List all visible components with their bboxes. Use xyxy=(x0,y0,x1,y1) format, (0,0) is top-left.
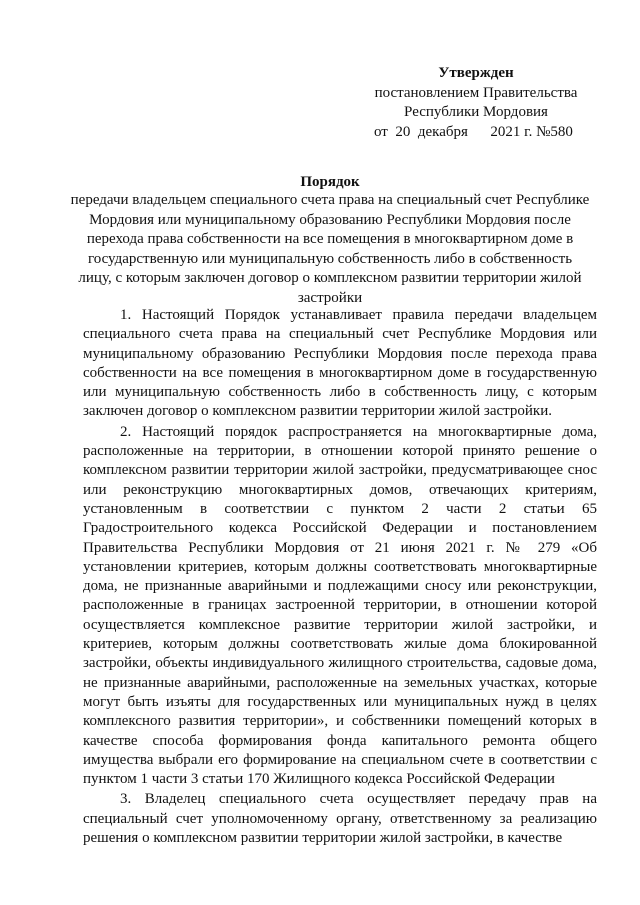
document-subtitle: передачи владельцем специального счета права на специальный счет Республике Мордовия или муниципальному образованию Республики Мордовия после перехода права собственности на все помещения в многоквартирном доме в государственную или муниципальную собственность либо в собственность лицу, с которым заключен договор о комплексном развитии территории жилой застройки xyxy=(70,192,590,306)
paragraph-3: 3. Владелец специального счета осуществляет передачу прав на специальный счет уполномоченному органу, ответственному за реализацию решения о комплексном развитии территории жилой застройки, в качестве xyxy=(83,791,597,847)
paragraph-1: 1. Настоящий Порядок устанавливает правила передачи владельцем специального счета права на специальный счет Республике Мордовия или муниципальному образованию Республики Мордовия после перехода права собственности на все помещения в многоквартирном доме в государственную или муниципальную собственность либо в собственность лицу, с которым заключен договор о комплексном развитии территории жилой застройки. xyxy=(83,307,597,420)
approval-heading: Утвержден xyxy=(438,65,514,81)
paragraph-2: 2. Настоящий порядок распространяется на многоквартирные дома, расположенные на территории, в отношении которой принято решение о комплексном развитии территории жилой застройки, предусматривающее снос или реконструкцию многоквартирных домов, отвечающих критериям, установленным в соответствии с пунктом 2 части 2 статьи 65 Градостроительного кодекса Российской Федерации и постановлением Правительства Республики Мордовия от 21 июня 2021 г. № 279 «Об установлении критериев, которым должны соответствовать многоквартирные дома, не признанные аварийными и подлежащими сносу или реконструкции, расположенные в границах застроенной территории, в отношении которой осуществляется комплексное развитие территории жилой застройки, и критериев, которым должны соответствовать жилые дома блокированной застройки, объекты индивидуального жилищного строительства, садовые дома, не признанные аварийными, расположенные на земельных участках, которые могут быть изъяты для государственных или муниципальных нужд в целях комплексного развития территории», и собственники помещений которых в качестве способа формирования фонда капитального ремонта общего имущества выбрали его формирование на специальном счете в соответствии с пунктом 1 части 3 статьи 170 Жилищного кодекса Российской Федерации xyxy=(83,423,597,788)
approval-line-2: Республики Мордовия xyxy=(404,104,548,120)
approval-stamp xyxy=(356,64,596,142)
approval-line-1: постановлением Правительства xyxy=(374,84,578,101)
document-body xyxy=(83,306,597,848)
document-title: Порядок xyxy=(300,174,360,190)
approval-date-line: от 20 декабря 2021 г. №580 xyxy=(374,123,573,140)
